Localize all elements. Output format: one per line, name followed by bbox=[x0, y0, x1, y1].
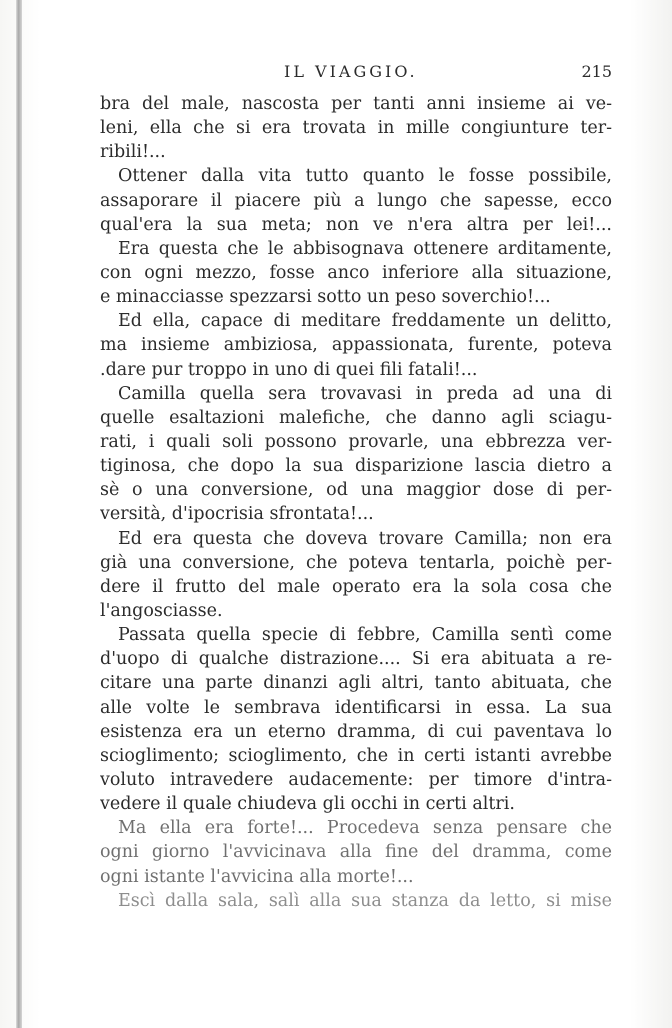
page-binding-edge bbox=[16, 0, 22, 1028]
text-line: versità, d'ipocrisia sfrontata!... bbox=[100, 504, 374, 525]
text-line: Escì dalla sala, salì alla sua stanza da letto, si mise bbox=[118, 890, 612, 911]
text-line: citare una parte dinanzi agli altri, tanto abituata, che bbox=[100, 673, 612, 694]
text-line: l'angosciasse. bbox=[100, 600, 223, 621]
text-line: sè o una conversione, od una maggior dose di per- bbox=[100, 480, 612, 501]
text-line: Ed era questa che doveva trovare Camilla; non era bbox=[118, 528, 612, 549]
text-line: scioglimento; scioglimento, che in certi istanti avrebbe bbox=[100, 745, 612, 766]
page-header bbox=[100, 58, 612, 86]
text-line: tiginosa, che dopo la sua disparizione lascia dietro a bbox=[100, 456, 612, 477]
text-line: con ogni mezzo, fosse anco inferiore alla situazione, bbox=[100, 262, 612, 283]
text-line: Passata quella specie di febbre, Camilla sentì come bbox=[118, 625, 612, 646]
text-line: dere il frutto del male operato era la sola cosa che bbox=[100, 576, 612, 597]
text-line: alle volte le sembrava identificarsi in essa. La sua bbox=[100, 697, 612, 718]
text-line: qual'era la sua meta; non ve n'era altra per lei!... bbox=[100, 214, 612, 235]
text-line: Ottener dalla vita tutto quanto le fosse possibile, bbox=[118, 166, 612, 187]
text-line: ogni istante l'avvicina alla morte!... bbox=[100, 866, 414, 887]
text-line: .dare pur troppo in uno di quei fili fatali!... bbox=[100, 359, 478, 380]
text-line: rati, i quali soli possono provarle, una ebbrezza ver- bbox=[100, 431, 612, 452]
page-number: 215 bbox=[581, 62, 612, 81]
text-line: esistenza era un eterno dramma, di cui paventava lo bbox=[100, 721, 612, 742]
text-line: Era questa che le abbisognava ottenere arditamente, bbox=[118, 238, 612, 259]
text-line: bra del male, nascosta per tanti anni insieme ai ve- bbox=[100, 94, 612, 114]
text-line: voluto intravedere audacemente: per timore d'intra- bbox=[100, 769, 612, 790]
text-line: e minacciasse spezzarsi sotto un peso soverchio!... bbox=[100, 287, 551, 308]
text-line: ribili!... bbox=[100, 142, 166, 163]
body-text bbox=[100, 92, 612, 913]
text-line: Ed ella, capace di meditare freddamente un delitto, bbox=[118, 311, 612, 332]
text-line: d'uopo di qualche distrazione.... Si era abituata a re- bbox=[100, 649, 612, 670]
text-line: Camilla quella sera trovavasi in preda ad una di bbox=[118, 383, 612, 404]
text-line: leni, ella che si era trovata in mille congiunture ter- bbox=[100, 118, 612, 139]
text-line: quelle esaltazioni malefiche, che danno agli sciagu- bbox=[100, 407, 612, 428]
text-line: Ma ella era forte!... Procedeva senza pensare che bbox=[118, 818, 612, 839]
text-line: assaporare il piacere più a lungo che sapesse, ecco bbox=[100, 190, 612, 211]
running-title: IL VIAGGIO. bbox=[284, 62, 418, 81]
text-line: ma insieme ambiziosa, appassionata, furente, poteva bbox=[100, 335, 612, 356]
text-line: ogni giorno l'avvicinava alla fine del dramma, come bbox=[100, 842, 612, 863]
text-line: vedere il quale chiudeva gli occhi in certi altri. bbox=[100, 794, 515, 815]
text-line: già una conversione, che poteva tentarla, poichè per- bbox=[100, 552, 612, 573]
